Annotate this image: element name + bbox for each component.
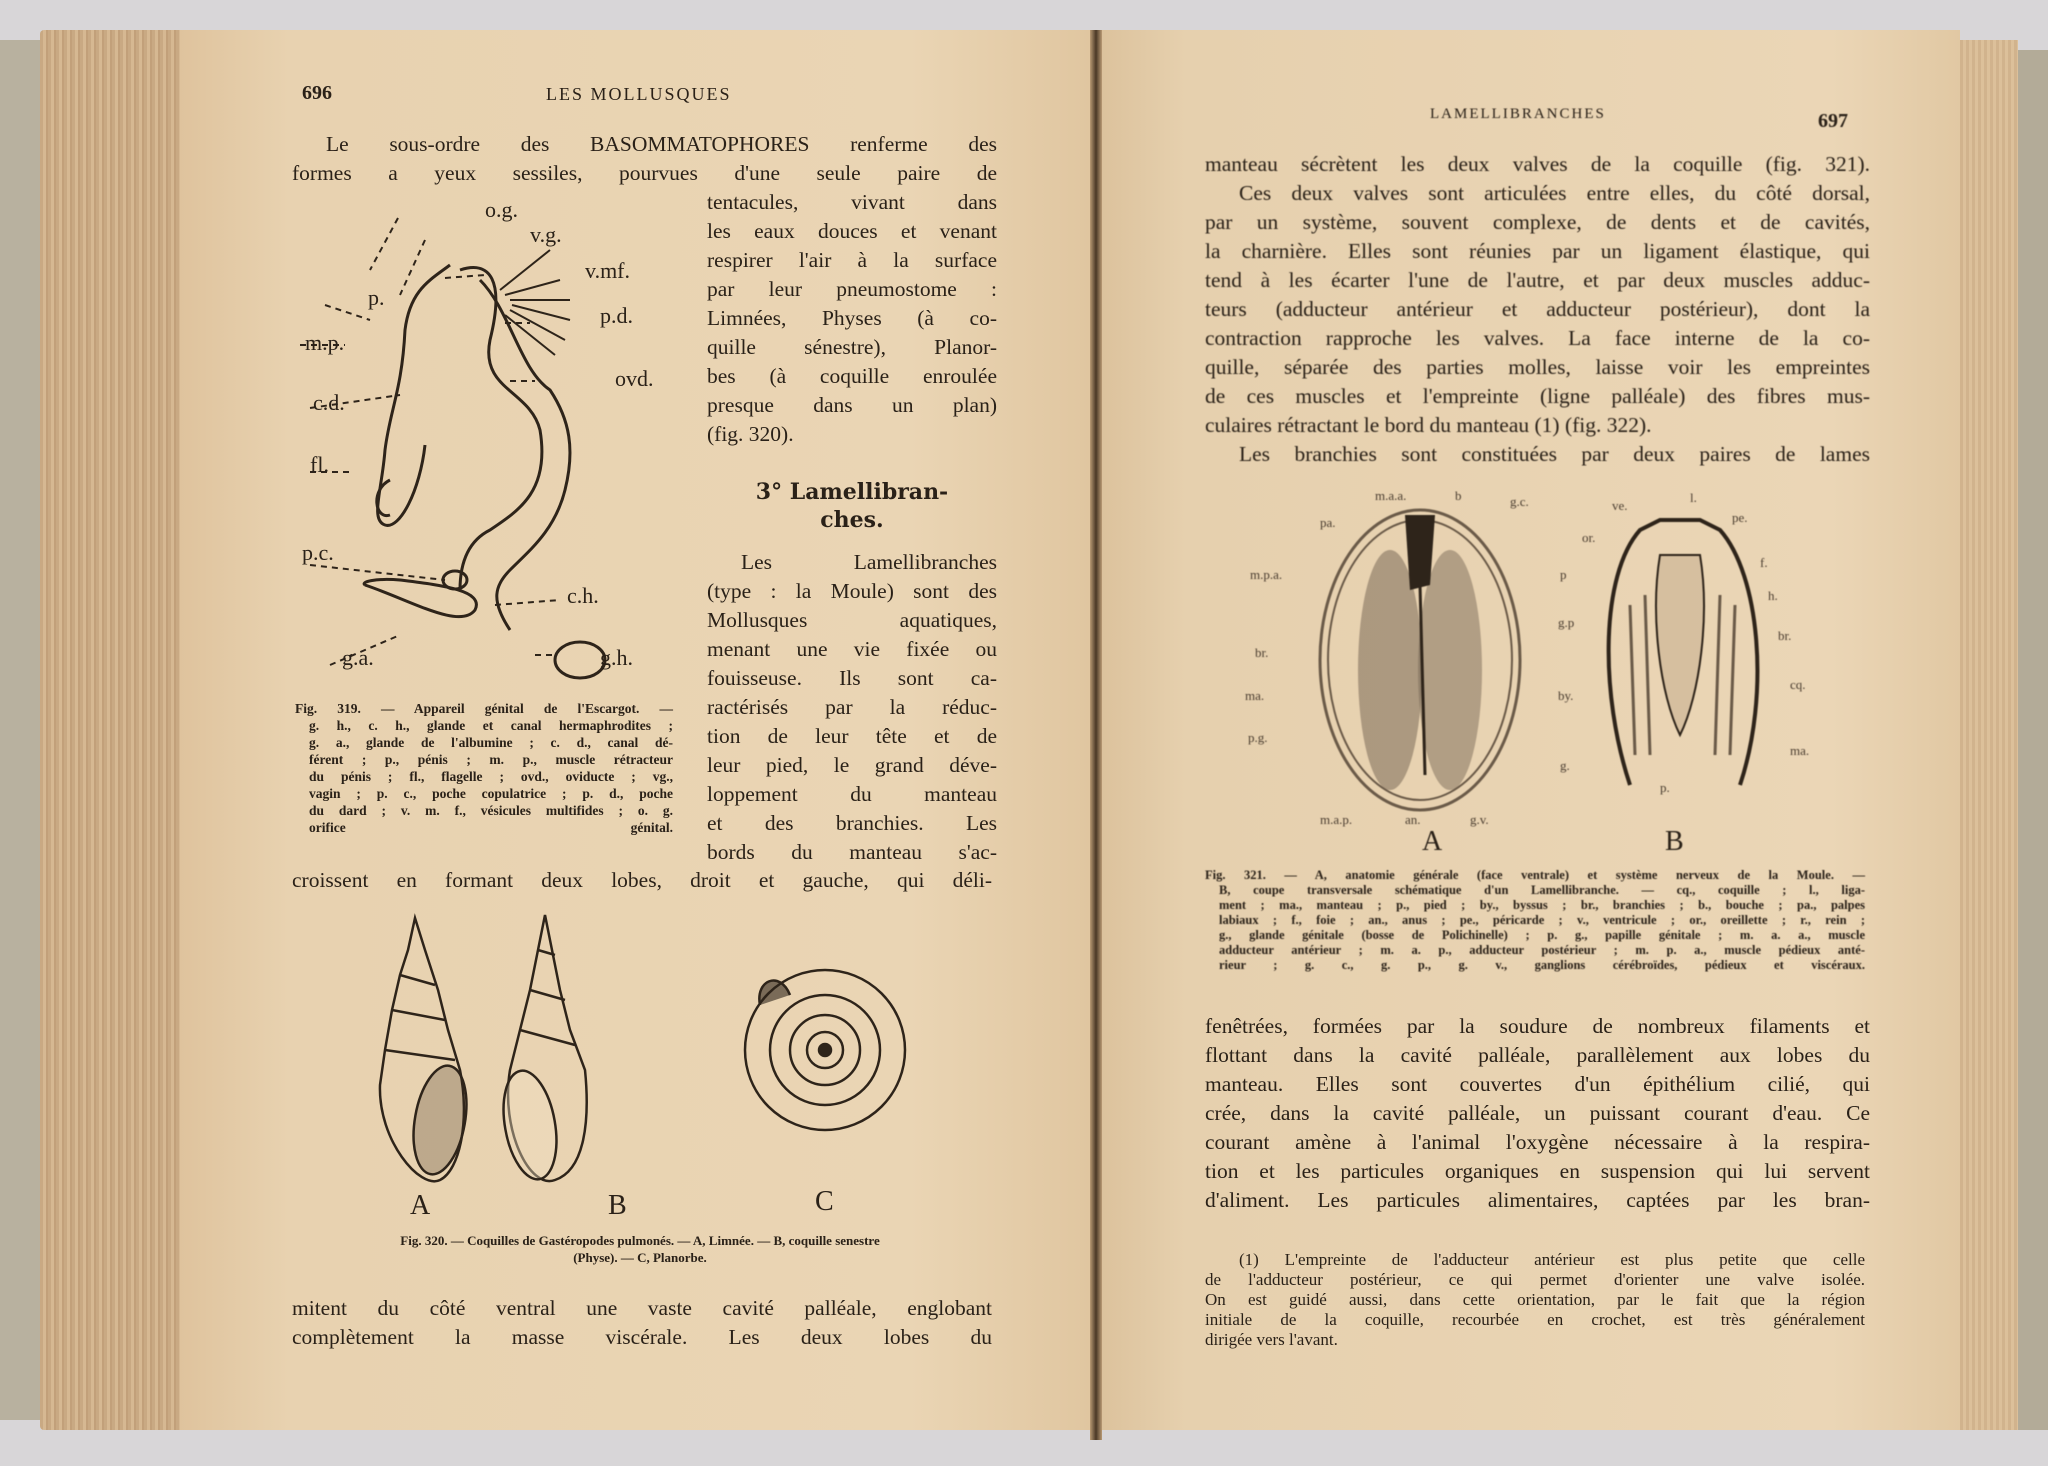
- text-line: fenêtrées, formées par la soudure de nombreux filaments et: [1205, 1014, 1870, 1038]
- fig321-label: p: [1560, 567, 1567, 582]
- fig319-label: c.h.: [567, 583, 599, 608]
- fig319-label: fl.: [310, 452, 329, 477]
- fig321-label: by.: [1558, 688, 1574, 703]
- text-line: par leur pneumostome :: [707, 277, 997, 301]
- fig321-label: b: [1455, 488, 1462, 503]
- fig321-b-label: p.: [1660, 780, 1670, 795]
- fig321-caption: [1205, 868, 1865, 973]
- fig319-label: v.mf.: [585, 258, 631, 283]
- caption-line: férent ; p., pénis ; m. p., muscle rétracteur: [309, 752, 673, 767]
- text-line: manteau. Elles sont couvertes d'un épithélium cilié, qui: [1205, 1072, 1870, 1096]
- caption-line: du pénis ; fl., flagelle ; ovd., oviducte ; vg.,: [309, 769, 673, 784]
- fig321-label: ma.: [1245, 688, 1265, 703]
- fig321-label: g.v.: [1470, 812, 1489, 827]
- shell-a: [380, 918, 474, 1181]
- text-line: Limnées, Physes (à co-: [707, 306, 997, 330]
- caption-line: labiaux ; f., foie ; an., anus ; pe., péricarde ; v., ventricule ; or., oreillette ; r., rein ;: [1219, 913, 1865, 927]
- text-line: bes (à coquille enroulée: [707, 364, 997, 388]
- fig321-label: br.: [1255, 645, 1269, 660]
- text-line: d'aliment. Les particules alimentaires, captées par les bran-: [1205, 1188, 1870, 1212]
- text-line: courant amène à l'animal l'oxygène nécessaire à la respira-: [1205, 1130, 1870, 1154]
- text-line: bords du manteau s'ac-: [707, 840, 997, 864]
- text-line: mitent du côté ventral une vaste cavité palléale, englobant: [292, 1296, 992, 1320]
- fig321-b-label: cq.: [1790, 677, 1806, 692]
- fig321-b-label: br.: [1778, 628, 1792, 643]
- text-line: contraction rapproche les valves. La face interne de la co-: [1205, 326, 1870, 350]
- text-line: tion de leur tête et de: [707, 724, 997, 748]
- fig319-diagram: [290, 190, 700, 690]
- caption-line: ment ; ma., manteau ; p., pied ; by., byssus ; br., branchies ; b., bouche ; pa., palpes: [1219, 898, 1865, 912]
- text-line: respirer l'air à la surface: [707, 248, 997, 272]
- fig319-label: g.a.: [342, 645, 374, 670]
- valves-paragraph: [1205, 150, 1870, 469]
- caption-line: g. a., glande de l'albumine ; c. d., canal dé-: [309, 735, 673, 750]
- text-line: Ces deux valves sont articulées entre elles, du côté dorsal,: [1239, 181, 1870, 205]
- fig320-letter-a: A: [410, 1190, 431, 1221]
- fig321-letter-b: B: [1665, 826, 1684, 857]
- shell-b: [496, 915, 587, 1184]
- fig320-letter-b: B: [608, 1190, 627, 1221]
- text-line: de ces muscles et l'empreinte (ligne palléale) des fibres mus-: [1205, 384, 1870, 408]
- text-line: leur pied, le grand déve-: [707, 753, 997, 777]
- fig321-b-label: l.: [1690, 490, 1697, 505]
- page-number-right: 697: [1818, 110, 1848, 132]
- footnote-line: de l'adducteur postérieur, ce qui permet d'orienter une valve isolée.: [1205, 1270, 1865, 1289]
- text-line: (fig. 320).: [707, 422, 794, 446]
- text-line: par un système, souvent complexe, de dents et de cavités,: [1205, 210, 1870, 234]
- caption-line: orifice génital.: [309, 820, 673, 835]
- text-line: tentacules, vivant dans: [707, 190, 997, 214]
- section-heading: [707, 478, 997, 534]
- mussel-section-b: [1609, 520, 1758, 785]
- closing-paragraph: [292, 1294, 992, 1352]
- text-line: (type : la Moule) sont des: [707, 579, 997, 603]
- text-line: culaires rétractant le bord du manteau (1) (fig. 322).: [1205, 413, 1652, 437]
- footnote-line: On est guidé aussi, dans cette orientation, par le fait que la région: [1205, 1290, 1865, 1309]
- book-gutter: [1090, 30, 1102, 1440]
- text-line: ractérisés par la réduc-: [707, 695, 997, 719]
- caption-line: adducteur antérieur ; m. a. p., adducteur postérieur ; m. p. a., muscle pédieux anté-: [1219, 943, 1865, 957]
- fig321-b-label: pe.: [1732, 510, 1748, 525]
- caption-line: g. h., c. h., glande et canal hermaphrodites ;: [309, 718, 673, 733]
- heading-line: ches.: [820, 507, 884, 533]
- running-head-left: LES MOLLUSQUES: [546, 84, 732, 104]
- text-line: et des branchies. Les: [707, 811, 997, 835]
- fig321-label: m.a.a.: [1375, 488, 1407, 503]
- shell-c: [745, 970, 905, 1130]
- text-line: flottant dans la cavité palléale, parallèlement aux lobes du: [1205, 1043, 1870, 1067]
- text-line: manteau sécrètent les deux valves de la coquille (fig. 321).: [1205, 152, 1870, 176]
- text-line: loppement du manteau: [707, 782, 997, 806]
- footnote: [1205, 1250, 1865, 1350]
- footnote-line: (1) L'empreinte de l'adducteur antérieur est plus petite que celle: [1239, 1250, 1865, 1269]
- text-line: Mollusques aquatiques,: [707, 608, 997, 632]
- caption-line: rieur ; g. c., g. p., g. v., ganglions cérébroïdes, pédieux et viscéraux.: [1219, 958, 1865, 972]
- fig321-diagram: [1300, 495, 1820, 835]
- page-edges-left: [40, 30, 190, 1430]
- text-line: Les Lamellibranches: [741, 550, 997, 574]
- caption-line: Fig. 319. — Appareil génital de l'Escargot. —: [295, 701, 673, 716]
- fig320-shells: [360, 910, 980, 1200]
- page-number-left: 696: [302, 82, 332, 104]
- fig319-label: v.g.: [530, 222, 562, 247]
- fig319-label: c.d.: [313, 390, 345, 415]
- mussel-anatomy-a: [1320, 510, 1520, 810]
- branchies-paragraph: [1205, 1012, 1870, 1215]
- fig319-caption: [295, 700, 673, 836]
- text-line: Le sous-ordre des BASOMMATOPHORES renferme des: [326, 132, 997, 156]
- fig319-label: g.h.: [600, 645, 633, 670]
- fig321-b-label: or.: [1582, 530, 1596, 545]
- text-line: menant une vie fixée ou: [707, 637, 997, 661]
- text-full-line: [292, 866, 992, 895]
- text-line: la charnière. Elles sont réunies par un ligament élastique, qui: [1205, 239, 1870, 263]
- text-line: presque dans un plan): [707, 393, 997, 417]
- footnote-line: dirigée vers l'avant.: [1205, 1330, 1338, 1349]
- fig319-label: o.g.: [485, 197, 518, 222]
- text-line: quille, séparée des parties molles, laisse voir les empreintes: [1205, 355, 1870, 379]
- fig321-b-label: ve.: [1612, 498, 1628, 513]
- fig321-label: g.p: [1558, 615, 1575, 630]
- heading-line: 3° Lamellibran-: [755, 479, 949, 505]
- fig321-label: m.p.a.: [1250, 567, 1283, 582]
- text-line: quille sénestre), Planor-: [707, 335, 997, 359]
- fig321-label: p.g.: [1248, 730, 1268, 745]
- text-line: teurs (adducteur antérieur et adducteur postérieur), dont la: [1205, 297, 1870, 321]
- intro-paragraph: [292, 130, 997, 188]
- caption-line: B, coupe transversale schématique d'un Lamellibranche. — cq., coquille ; l., liga-: [1219, 883, 1865, 897]
- fig321-label: an.: [1405, 812, 1421, 827]
- caption-line: (Physe). — C, Planorbe.: [573, 1250, 707, 1265]
- caption-line: Fig. 320. — Coquilles de Gastéropodes pulmonés. — A, Limnée. — B, coquille senestre: [400, 1233, 880, 1248]
- lamellibranch-paragraph: [707, 548, 997, 867]
- fig321-b-label: h.: [1768, 588, 1778, 603]
- text-line: crée, dans la cavité palléale, un puissant courant d'eau. Ce: [1205, 1101, 1870, 1125]
- fig321-b-label: f.: [1760, 555, 1768, 570]
- fig321-label: g.c.: [1510, 494, 1529, 509]
- fig320-letter-c: C: [815, 1186, 834, 1217]
- text-line: croissent en formant deux lobes, droit et gauche, qui déli-: [292, 868, 992, 892]
- fig319-label: p.: [368, 285, 385, 310]
- caption-line: Fig. 321. — A, anatomie générale (face ventrale) et système nerveux de la Moule. —: [1205, 868, 1865, 882]
- text-line: formes a yeux sessiles, pourvues d'une seule paire de: [292, 161, 997, 185]
- fig320-caption: [285, 1232, 995, 1266]
- fig321-label: pa.: [1320, 515, 1336, 530]
- fig319-label: p.c.: [302, 540, 334, 565]
- fig319-label: m.p.: [305, 330, 345, 355]
- fig321-letter-a: A: [1422, 826, 1443, 857]
- text-line: tend à les écarter l'une de l'autre, et par deux muscles adduc-: [1205, 268, 1870, 292]
- caption-line: vagin ; p. c., poche copulatrice ; p. d., poche: [309, 786, 673, 801]
- footnote-line: initiale de la coquille, recourbée en crochet, est très généralement: [1205, 1310, 1865, 1329]
- fig321-label: g.: [1560, 758, 1570, 773]
- fig321-b-label: ma.: [1790, 743, 1810, 758]
- text-line: fouisseuse. Ils sont ca-: [707, 666, 997, 690]
- text-line: Les branchies sont constituées par deux paires de lames: [1239, 442, 1870, 466]
- fig321-label: m.a.p.: [1320, 812, 1353, 827]
- text-line: complètement la masse viscérale. Les deux lobes du: [292, 1325, 992, 1349]
- text-line: tion et les particules organiques en suspension qui lui servent: [1205, 1159, 1870, 1183]
- intro-paragraph-column: [707, 188, 997, 449]
- caption-line: du dard ; v. m. f., vésicules multifides ; o. g.: [309, 803, 673, 818]
- text-line: les eaux douces et venant: [707, 219, 997, 243]
- running-head-right: LAMELLIBRANCHES: [1430, 106, 1606, 122]
- fig319-label: p.d.: [600, 303, 633, 328]
- caption-line: g., glande génitale (bosse de Polichinelle) ; p. g., papille génitale ; m. a. a., muscle: [1219, 928, 1865, 942]
- fig319-label: ovd.: [615, 366, 654, 391]
